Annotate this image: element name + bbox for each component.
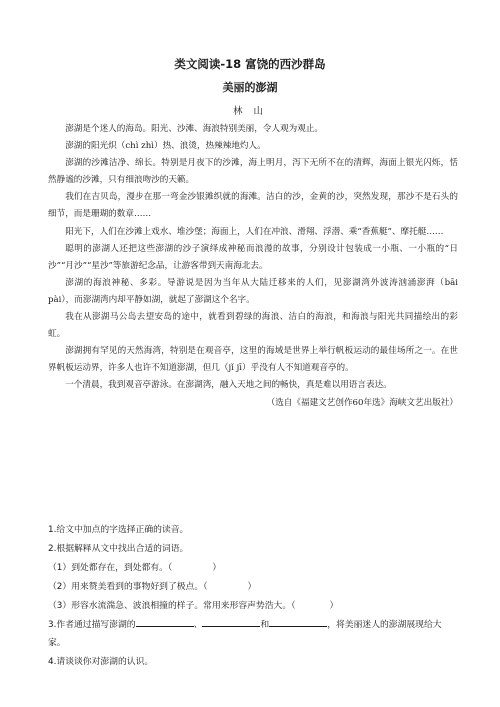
paren-close: ）: [329, 600, 339, 611]
paren-close: ）: [247, 581, 257, 592]
paragraph: 澎湖的阳光炽（chì zhì）热、浪烫，热辣辣地灼人。: [65, 141, 266, 152]
answer-blank[interactable]: [269, 616, 327, 627]
paragraph: 澎湖是个迷人的海岛。阳光、沙滩、海浪特别美丽，令人观为观止。: [65, 124, 324, 134]
question-1: 1.给文中加点的字选择正确的读音。: [48, 525, 189, 535]
question-2-item-1: [48, 559, 458, 578]
paragraph: 聪明的澎湖人还把这些澎湖的沙子演绎成神秘而浪漫的故事，分别设计包装成一小瓶、一小瓶的“日沙”“月沙”“星沙”等旅游纪念品，让游客带到天南海北去。: [48, 243, 458, 271]
separator: 和: [260, 619, 270, 630]
question-3-text-b: ，将美丽迷人的澎湖展现给大家。: [48, 619, 442, 649]
paragraph: 澎湖的海浪神秘、多彩。导游说是因为当年从大陆迁移来的人们，见澎湖湾外波涛汹涌澎湃（bāi pài），而澎湖湾内却平静如湖，就起了澎湖这个名字。: [48, 277, 458, 305]
article-source: （选自《福建文艺创作60年选》海峡文艺出版社）: [266, 397, 458, 408]
paragraph: 澎湖拥有罕见的天然海湾，特别是在观音亭，这里的海域是世界上举行帆板运动的最佳场所之一。在世界帆板运动界，许多人也许不知道澎湖，但几（jǐ jī）乎没有人不知道观音亭的。: [48, 346, 458, 374]
question-2: 2.根据解释从文中找出合适的词语。: [48, 543, 189, 554]
question-2-item-1-text: （1）到处都存在，到处都有。（: [48, 562, 173, 573]
answer-blank[interactable]: [136, 616, 194, 627]
questions-section: [48, 521, 458, 672]
question-3: [48, 616, 458, 654]
paragraph: 阳光下，人们在沙滩上戏水、堆沙堡；海面上，人们在冲浪、滑翔、浮潜、乘“香蕉艇”、摩托艇……: [65, 226, 444, 237]
paragraph: 我们在吉贝岛，漫步在那一弯金沙银滩织就的海滩。洁白的沙，金黄的沙，突然发现，那沙不是石头的细节，而是珊瑚的数章……: [48, 192, 458, 220]
question-4: 4.请谈谈你对澎湖的认识。: [48, 657, 154, 668]
answer-blank[interactable]: [202, 616, 260, 627]
paragraph: 一个清晨，我到观音亭游泳。在澎湖湾，融入天地之间的畅快，真是难以用语言表达。: [65, 380, 392, 391]
page-title: 类文阅读-18 富饶的西沙群岛: [174, 57, 326, 71]
question-2-item-3-text: （3）形容水流湍急、波浪相撞的样子。常用来形容声势浩大。（: [48, 600, 296, 611]
article-title: 美丽的澎湖: [222, 81, 278, 94]
paren-close: ）: [212, 562, 222, 573]
paragraph: 我在从澎湖马公岛去望安岛的途中，就看到碧绿的海浪、洁白的海浪，和海浪与阳光共同描绘出的彩虹。: [48, 312, 458, 340]
article-author: 林 山: [232, 106, 268, 117]
question-2-item-2: [48, 578, 458, 597]
question-3-text-a: 3.作者通过描写澎湖的: [48, 619, 136, 630]
separator: 、: [193, 619, 203, 630]
question-2-item-2-text: （2）用来赞美看到的事物好到了极点。（: [48, 581, 208, 592]
paragraph: 澎湖的沙滩洁净、绵长。特别是月夜下的沙滩，海上明月，泻下无所不在的清辉，海面上银光闪烁，恬然静谧的沙滩，只有细浪吻沙的天籁。: [48, 158, 458, 186]
article-body: [48, 121, 458, 412]
question-2-item-3: [48, 597, 458, 616]
